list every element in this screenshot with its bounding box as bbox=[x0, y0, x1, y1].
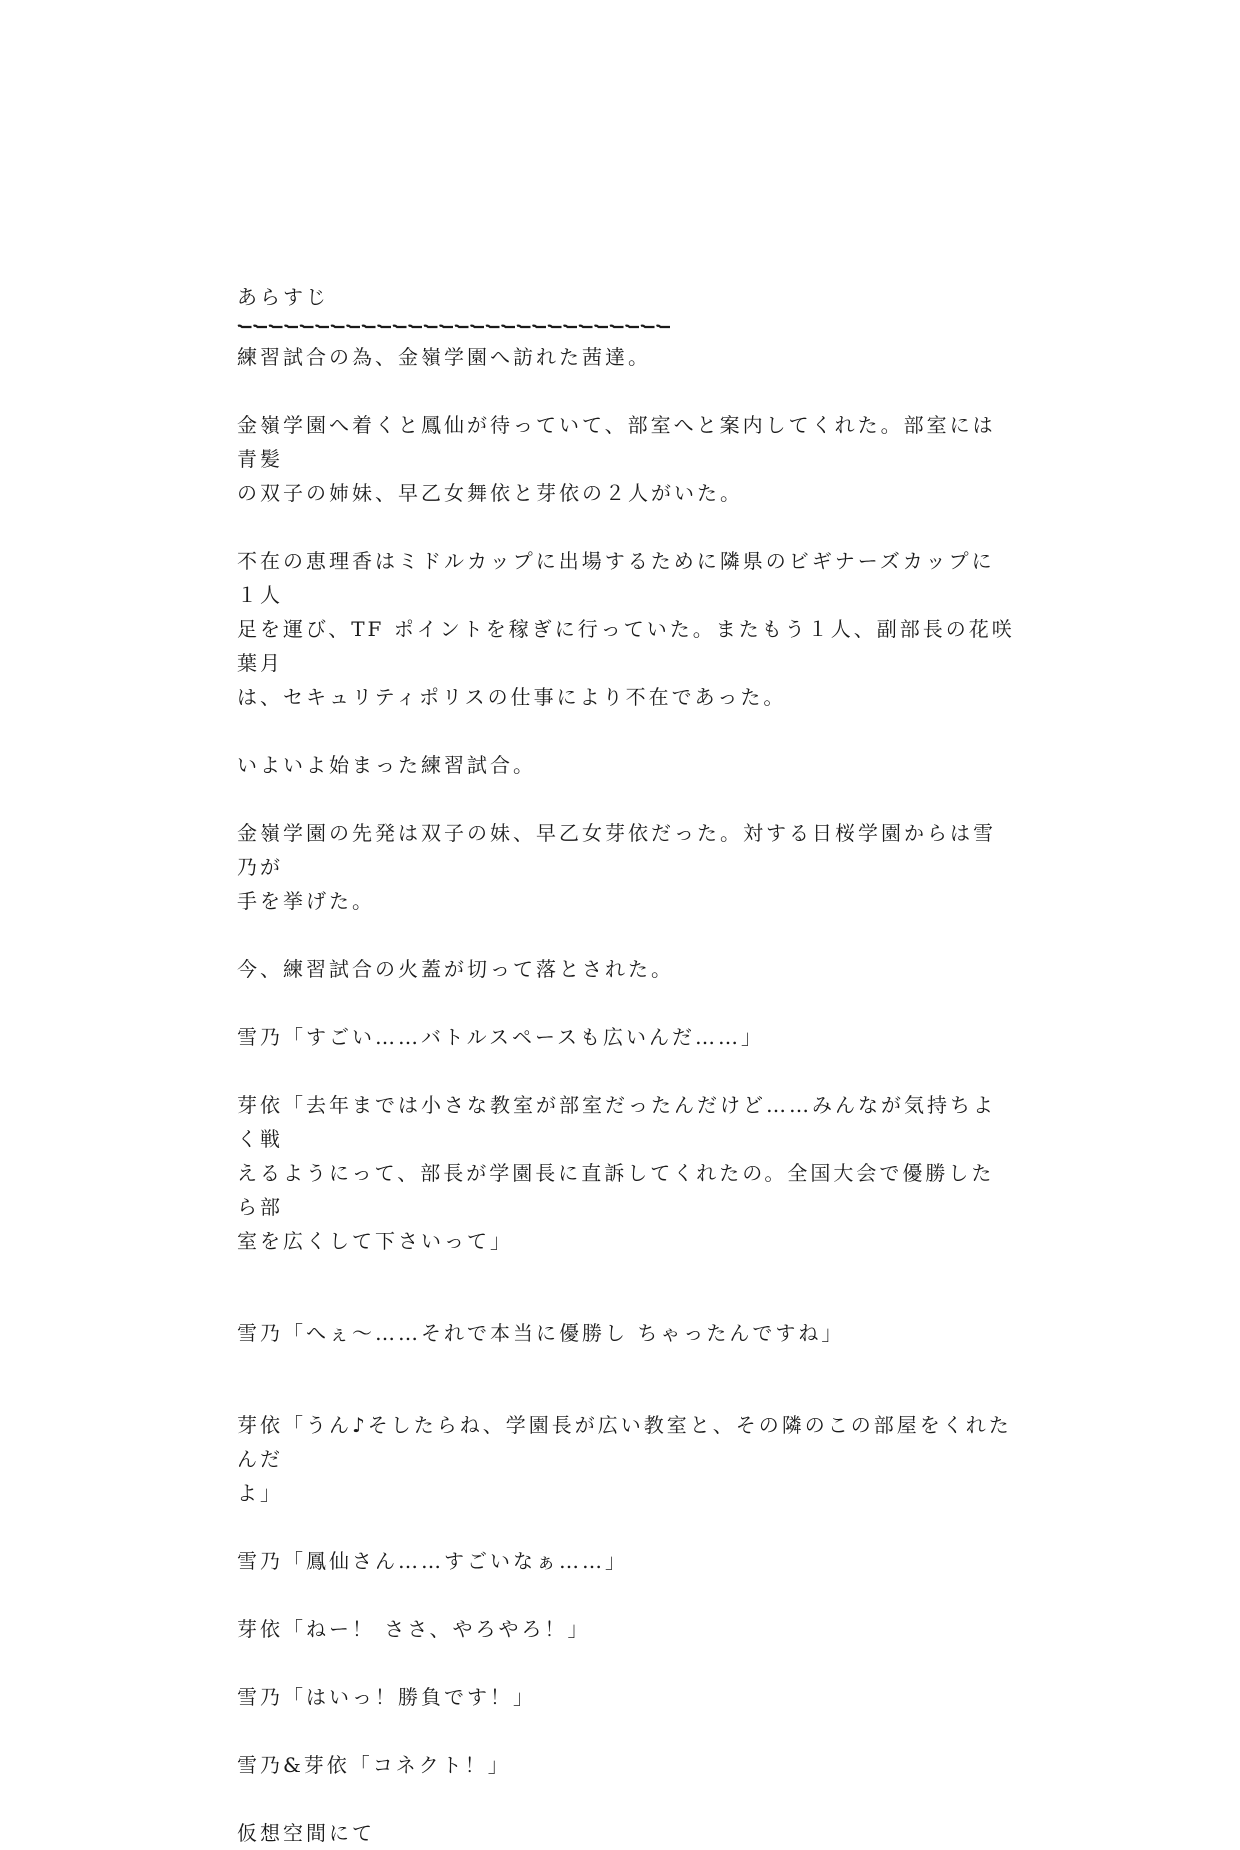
paragraph: 雪乃「へぇ〜……それで本当に優勝し ちゃったんですね」 bbox=[237, 1321, 845, 1345]
paragraph: 雪乃&芽依「コネクト！」 bbox=[237, 1753, 511, 1777]
paragraph: 金嶺学園へ着くと鳳仙が待っていて、部室へと案内してくれた。部室には青髪 の双子の姉妹、早乙女舞依と芽依の２人がいた。 bbox=[237, 413, 996, 505]
paragraph: 芽依「ねー！ ささ、やろやろ！」 bbox=[237, 1617, 591, 1641]
wavy-divider-line bbox=[237, 322, 673, 332]
document-heading: あらすじ bbox=[237, 285, 329, 309]
paragraph: 芽依「うん♪そしたらね、学園長が広い教室と、その隣のこの部屋をくれたんだ よ」 bbox=[237, 1413, 1012, 1505]
paragraph: 芽依「去年までは小さな教室が部室だったんだけど……みんなが気持ちよく戦 えるようにって、部長が学園長に直訴してくれたの。全国大会で優勝したら部 室を広くして下さいって」 bbox=[237, 1093, 996, 1253]
paragraph: 雪乃「すごい……バトルスペースも広いんだ……」 bbox=[237, 1025, 764, 1049]
paragraph-list bbox=[237, 340, 1017, 1850]
document-body bbox=[237, 280, 1017, 1850]
paragraph: 今、練習試合の火蓋が切って落とされた。 bbox=[237, 957, 674, 981]
heading-divider bbox=[237, 322, 673, 332]
paragraph: 不在の恵理香はミドルカップに出場するために隣県のビギナーズカップに １人 足を運び、TF ポイントを稼ぎに行っていた。またもう１人、副部長の花咲葉月 は、セキュリティポリスの仕事により不在であった。 bbox=[237, 549, 1015, 709]
paragraph: 雪乃「はいっ！勝負です！」 bbox=[237, 1685, 536, 1709]
paragraph: 練習試合の為、金嶺学園へ訪れた茜達。 bbox=[237, 345, 651, 369]
paragraph: 雪乃「鳳仙さん……すごいなぁ……」 bbox=[237, 1549, 628, 1573]
paragraph: いよいよ始まった練習試合。 bbox=[237, 753, 536, 777]
paragraph: 仮想空間にて bbox=[237, 1821, 375, 1845]
paragraph: 金嶺学園の先発は双子の妹、早乙女芽依だった。対する日桜学園からは雪乃が 手を挙げた。 bbox=[237, 821, 996, 913]
